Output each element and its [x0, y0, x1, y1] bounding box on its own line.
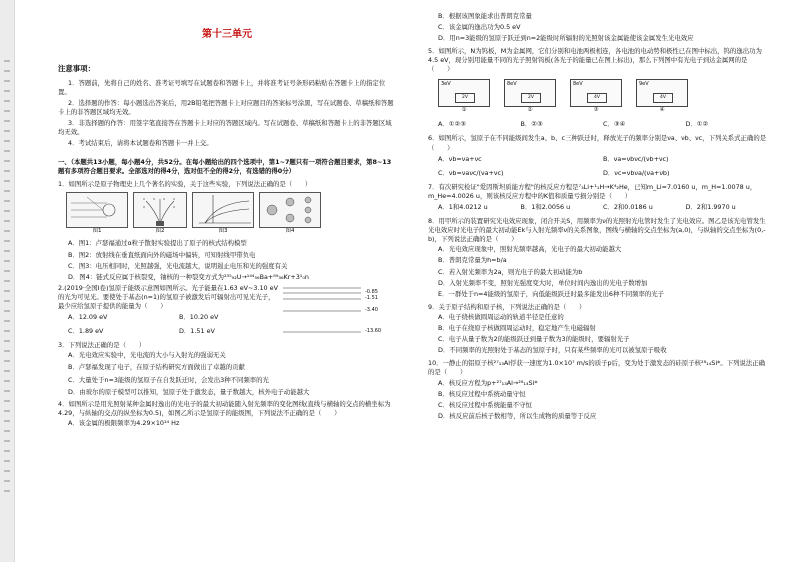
circuit-panel: [636, 79, 688, 115]
option: C．该金属的逸出功为0.5 eV: [438, 23, 521, 32]
figure-caption: 图1: [92, 227, 102, 234]
option: D．不同频率的光照射处于基态的氢原子时，只有某些频率的光可以被氢原子吸收: [438, 346, 667, 355]
option: D．1.51 eV: [179, 327, 215, 336]
option: D．①②: [685, 120, 709, 129]
battery: 2V: [521, 93, 541, 103]
option-row: [68, 327, 290, 336]
circuit-diagram: [636, 79, 688, 107]
notice-heading: 注意事项：: [58, 64, 95, 74]
right-column: [428, 12, 768, 423]
figure-1: [66, 192, 128, 236]
photon-energy: 3eV: [441, 80, 451, 87]
option-row: [438, 120, 768, 129]
panel-label: ③: [593, 106, 599, 113]
option: C．图3：电压相同时，光照越强，光电流越大，说明遏止电压和光的强度有关: [68, 261, 288, 270]
option: A．电子绕核做圆周运动的轨道半径是任意的: [438, 312, 564, 321]
q2-block: [58, 284, 396, 336]
option: C．νb=νaνc/(νa+νc): [438, 168, 504, 177]
option: C．2和0.0186 u: [603, 203, 653, 212]
photon-energy: 8eV: [507, 80, 517, 87]
question-stem: 5．如图所示，N为钨板，M为金属网，它们分别和电池两极相连，各电池的电动势和极性已在图中标出，钨的逸出功为4.5 eV，现分别用能量不同的光子照射钨板(各光子的能量已在图上标出)，那么下列图中有光电子到达金属网的是（ ）: [428, 47, 762, 74]
option-row: [438, 155, 768, 164]
question-stem: 10．一静止的铝原子核²⁷₁₃Al俘获一速度为1.0×10⁷ m/s的质子p后，变为处于激发态的硅原子核²⁸₁₄Si*。下列说法正确的是（ ）: [428, 359, 766, 377]
panel-label: ④: [659, 106, 665, 113]
chain-reaction-diagram: [259, 192, 321, 228]
option: C．1.89 eV: [68, 327, 104, 336]
option: B．根据该图象能求出普朗克常量: [438, 12, 532, 20]
option: A．光电效应现象中，照射光频率越高，光电子的最大初动能越大: [438, 245, 622, 254]
option: D．入射光频率不变，照射光强度变大时，单位时间内逸出的光电子数增加: [438, 278, 648, 287]
option: A．12.09 eV: [68, 313, 108, 322]
option: A．光电效应实验中，光电流的大小与入射光的强弱无关: [68, 351, 226, 360]
photon-energy: 8eV: [573, 80, 583, 87]
question-stem: 8．用甲所示的装置研究光电效应现象，闭合开关S，用频率为ν的光照射光电管时发生了光电效应。图乙是该光电管发生光电效应时光电子的最大初动能Ek与入射光频率ν的关系图象，图线与横轴的交点坐标为(a,0)，与纵轴的交点坐标为(0,-b)，下列说法正确的是（ ）: [428, 217, 766, 244]
option: B．核反应过程中系统动量守恒: [438, 389, 526, 398]
option: A．图1：卢瑟福通过α粒子散射实验提出了原子的核式结构模型: [68, 239, 247, 248]
option: D．νc=νbνa/(νa+νb): [603, 168, 670, 177]
option: C．③④: [603, 120, 626, 129]
notice-item: 4．考试结束后，请将本试题卷和答题卡一并上交。: [68, 139, 213, 148]
circuit-diagram: [504, 79, 556, 107]
question-stem: 7．有次研究检证"爱因斯坦质能方程"的核反应方程是⁷₃Li+¹₁H→K⁴₂He，已知m_Li=7.0160 u，m_H=1.0078 u，m_He=4.0026 u，则该核反应方程中的K值和质量亏损分别是（ ）: [428, 182, 757, 200]
question-stem: 1．如图所示是原子物理史上几个著名的实验，关于这些实验，下列说法正确的是（ ）: [58, 179, 312, 188]
energy-value: -0.85: [365, 288, 378, 295]
notice-item: 1．答题前，先将自己的姓名、准考证号填写在试题卷和答题卡上，并将准考证号条形码粘贴在答题卡上的指定位置。: [58, 78, 386, 96]
question-stem: 6．如图所示，氢原子在不同能级间发生a、b、c三种跃迁时，释放光子的频率分别是νa、νb、νc，下列关系式正确的是（ ）: [428, 134, 767, 152]
option: A．①②③: [438, 120, 466, 129]
option: D．用n=3能级的氢原子跃迁到n=2能级时所辐射的光照射该金属能使该金属发生光电效应: [438, 34, 694, 43]
page-title: 第十三单元: [202, 29, 252, 40]
figure-caption: 图4: [285, 227, 295, 234]
option: B．νa=νbνc/(νb+νc): [603, 154, 669, 163]
photocurrent-graph: [192, 192, 254, 228]
option: C．电子从量子数为2的能级跃迁到量子数为3的能级时，要辐射光子: [438, 335, 630, 344]
circuit-panel: [504, 79, 556, 115]
option: B．图2：放射线在垂直纸面向外的磁场中偏转，可知射线甲带负电: [68, 250, 256, 259]
section-heading: 一、（本题共13小题，每小题4分，共52分。在每小题给出的四个选项中，第1~7题只有一项符合题目要求，第8~13题有多项符合题目要求。全部选对的得4分，选对但不全的得2分，有选错的得0分）: [58, 158, 392, 176]
figure-2: [133, 192, 187, 236]
option: B．②③: [520, 120, 543, 129]
energy-value: -13.60: [365, 327, 382, 334]
binding-holes: [4, 60, 10, 500]
battery: 4V: [587, 93, 607, 103]
panel-label: ①: [461, 106, 467, 113]
figure-3: [192, 192, 254, 236]
option: D．2和1.9970 u: [685, 203, 736, 212]
option-row: [438, 169, 768, 178]
option: D．由玻尔的原子模型可以推知，氢原子处于激发态，量子数越大，核外电子动能越大: [68, 387, 310, 396]
option: B．电子在绕原子核做圆周运动时，稳定地产生电磁辐射: [438, 324, 596, 333]
circuit-panel: [570, 79, 622, 115]
radiation-deflection-diagram: [133, 192, 187, 228]
question-stem: 3．下列说法正确的是（ ）: [58, 341, 146, 350]
photon-energy: 9eV: [639, 80, 649, 87]
alpha-scattering-diagram: [66, 192, 128, 228]
q5-circuits: [438, 79, 768, 115]
battery: 2V: [455, 93, 475, 103]
option: D．核反应前后核子数相等，所以生成物的质量等于反应: [438, 411, 597, 420]
option: C．大量处于n=3能级的氢原子在自发跃迁时，会发出3种不同频率的光: [68, 375, 269, 384]
battery: 4V: [653, 93, 673, 103]
option-row: [68, 313, 290, 322]
option: B．10.20 eV: [179, 313, 219, 322]
figure-4: [259, 192, 321, 236]
option: D．图4：链式反应属于核裂变，铀核的一种裂变方式为²³⁵₉₂U→¹⁴⁴₅₆Ba+⁸⁹₃₆Kr+3¹₀n: [68, 272, 309, 281]
option: B．普朗克常量为h=b/a: [438, 256, 507, 265]
energy-level-diagram: [281, 284, 396, 336]
option: A．该金属的极限频率为4.29×10¹⁴ Hz: [68, 418, 180, 427]
option: C．若入射光频率为2a，则光电子的最大初动能为b: [438, 267, 583, 276]
figure-caption: 图2: [155, 227, 165, 234]
option: B．卢瑟福发现了电子，在原子结构研究方面做出了卓越的贡献: [68, 363, 245, 372]
energy-value: -3.40: [365, 306, 378, 313]
option: A．1和4.0212 u: [438, 203, 488, 212]
panel-label: ②: [527, 106, 533, 113]
option: A．νb=νa+νc: [438, 154, 482, 163]
option: B．1和2.0056 u: [520, 203, 571, 212]
option: A．核反应方程为p+²⁷₁₃Al→²⁸₁₄Si*: [438, 378, 538, 387]
left-column: [58, 18, 396, 433]
option: E．一群处于n=4能级的氢原子，向低能级跃迁时最多能发出6种不同频率的光子: [438, 289, 665, 298]
notice-item: 2．选择题的作答：每小题选出答案后，用2B铅笔把答题卡上对应题目的答案标号涂黑，写在试题卷、草稿纸和答题卡上的非答题区域均无效。: [58, 98, 394, 116]
circuit-diagram: [570, 79, 622, 107]
notice-item: 3．非选择题的作答：用签字笔直接答在答题卡上对应的答题区域内。写在试题卷、草稿纸和答题卡上的非答题区域均无效。: [58, 119, 392, 137]
figure-caption: 图3: [218, 227, 228, 234]
binding-margin: [0, 0, 15, 562]
energy-value: -1.51: [365, 294, 378, 301]
question-stem: 2.(2019·全国Ⅰ卷)氢原子能级示意图如图所示。光子能量在1.63 eV~3.10 eV的光为可见光。要使处于基态(n=1)的氢原子被激发后可辐射出可见光光子，最少应给氢原子提供的能量为（ ）: [58, 283, 278, 310]
q1-figures: [66, 192, 396, 236]
circuit-diagram: [438, 79, 490, 107]
question-stem: 9．关于原子结构和原子核，下列说法正确的是（ ）: [428, 302, 586, 311]
option-row: [438, 203, 768, 212]
option: C．核反应过程中系统能量不守恒: [438, 400, 532, 409]
circuit-panel: [438, 79, 490, 115]
question-stem: 4．如图所示是用光照射某种金属时逸出的光电子的最大初动能随入射光频率的变化图线(直线与横轴的交点的横坐标为4.29，与纵轴的交点的纵坐标为0.5)，如图乙所示是氢原子的能级图，下列说法不正确的是（ ）: [58, 399, 391, 417]
